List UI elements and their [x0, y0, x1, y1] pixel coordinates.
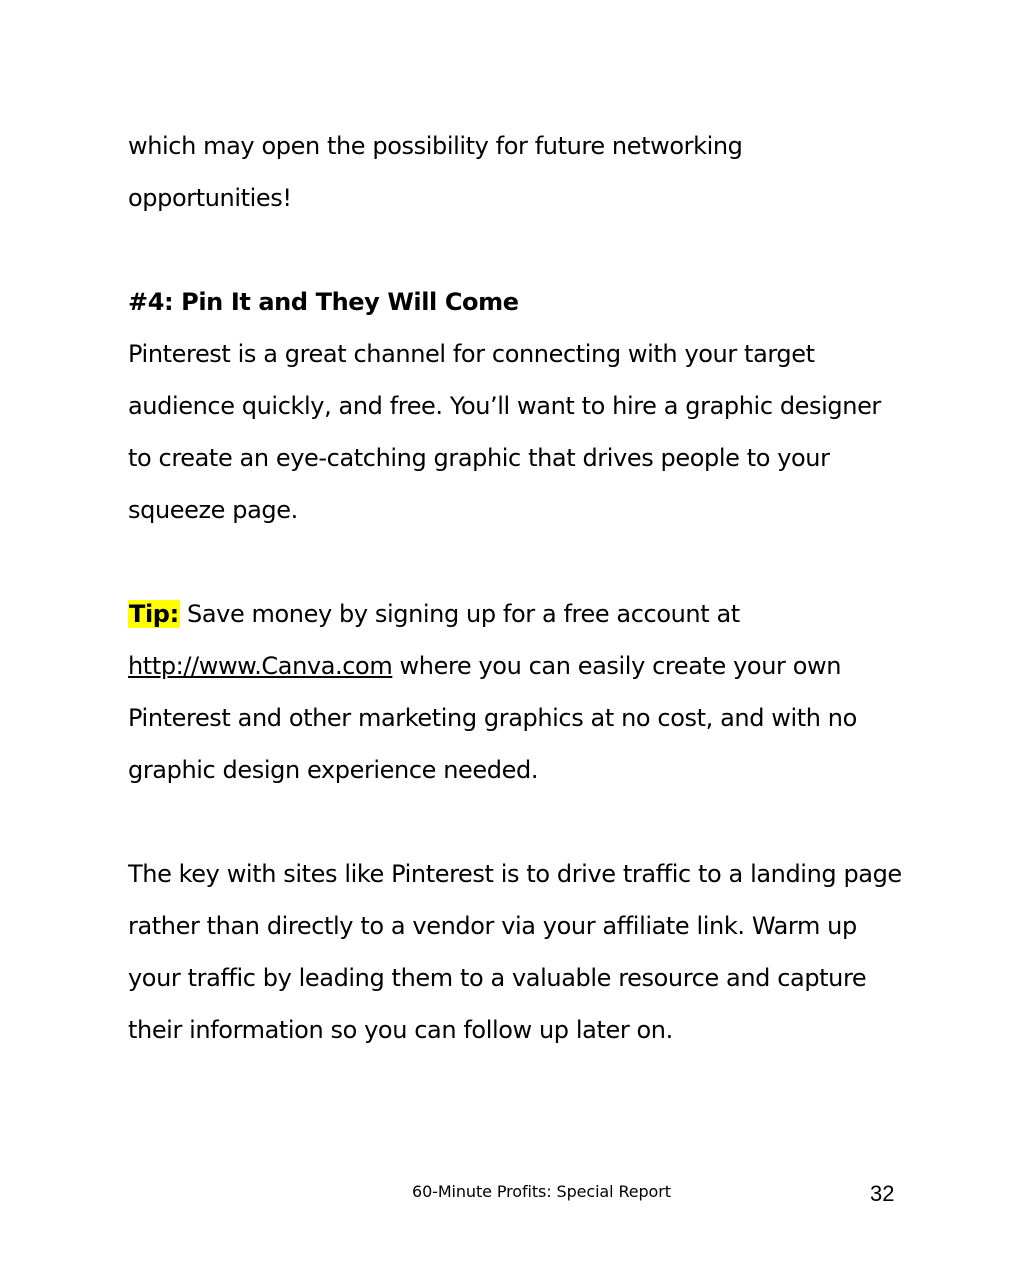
- tip-label: Tip:: [129, 600, 179, 628]
- footer-title: 60-Minute Profits: Special Report: [412, 1182, 671, 1201]
- paragraph-1-line-2: audience quickly, and free. You’ll want to hire a graphic designer: [128, 392, 881, 420]
- paragraph-1-line-1: Pinterest is a great channel for connecting with your target: [128, 340, 815, 368]
- tip-line-1-text: Save money by signing up for a free account at: [179, 600, 740, 628]
- tip-line-2-text: where you can easily create your own: [392, 652, 842, 680]
- paragraph-2-line-4: their information so you can follow up later on.: [128, 1016, 673, 1044]
- section-heading: #4: Pin It and They Will Come: [128, 288, 519, 316]
- intro-line-2: opportunities!: [128, 184, 292, 212]
- canva-link[interactable]: http://www.Canva.com: [128, 652, 393, 680]
- tip-line-2: [128, 651, 841, 681]
- paragraph-2-line-2: rather than directly to a vendor via your affiliate link. Warm up: [128, 912, 857, 940]
- paragraph-1-line-4: squeeze page.: [128, 496, 298, 524]
- paragraph-1-line-3: to create an eye-catching graphic that drives people to your: [128, 444, 830, 472]
- tip-line-3: Pinterest and other marketing graphics at no cost, and with no: [128, 704, 857, 732]
- page-number: 32: [870, 1181, 895, 1206]
- tip-line-1: [128, 599, 740, 629]
- paragraph-2-line-3: your traffic by leading them to a valuable resource and capture: [128, 964, 867, 992]
- tip-line-4: graphic design experience needed.: [128, 756, 539, 784]
- intro-line-1: which may open the possibility for future networking: [128, 132, 743, 160]
- paragraph-2-line-1: The key with sites like Pinterest is to drive traffic to a landing page: [128, 860, 902, 888]
